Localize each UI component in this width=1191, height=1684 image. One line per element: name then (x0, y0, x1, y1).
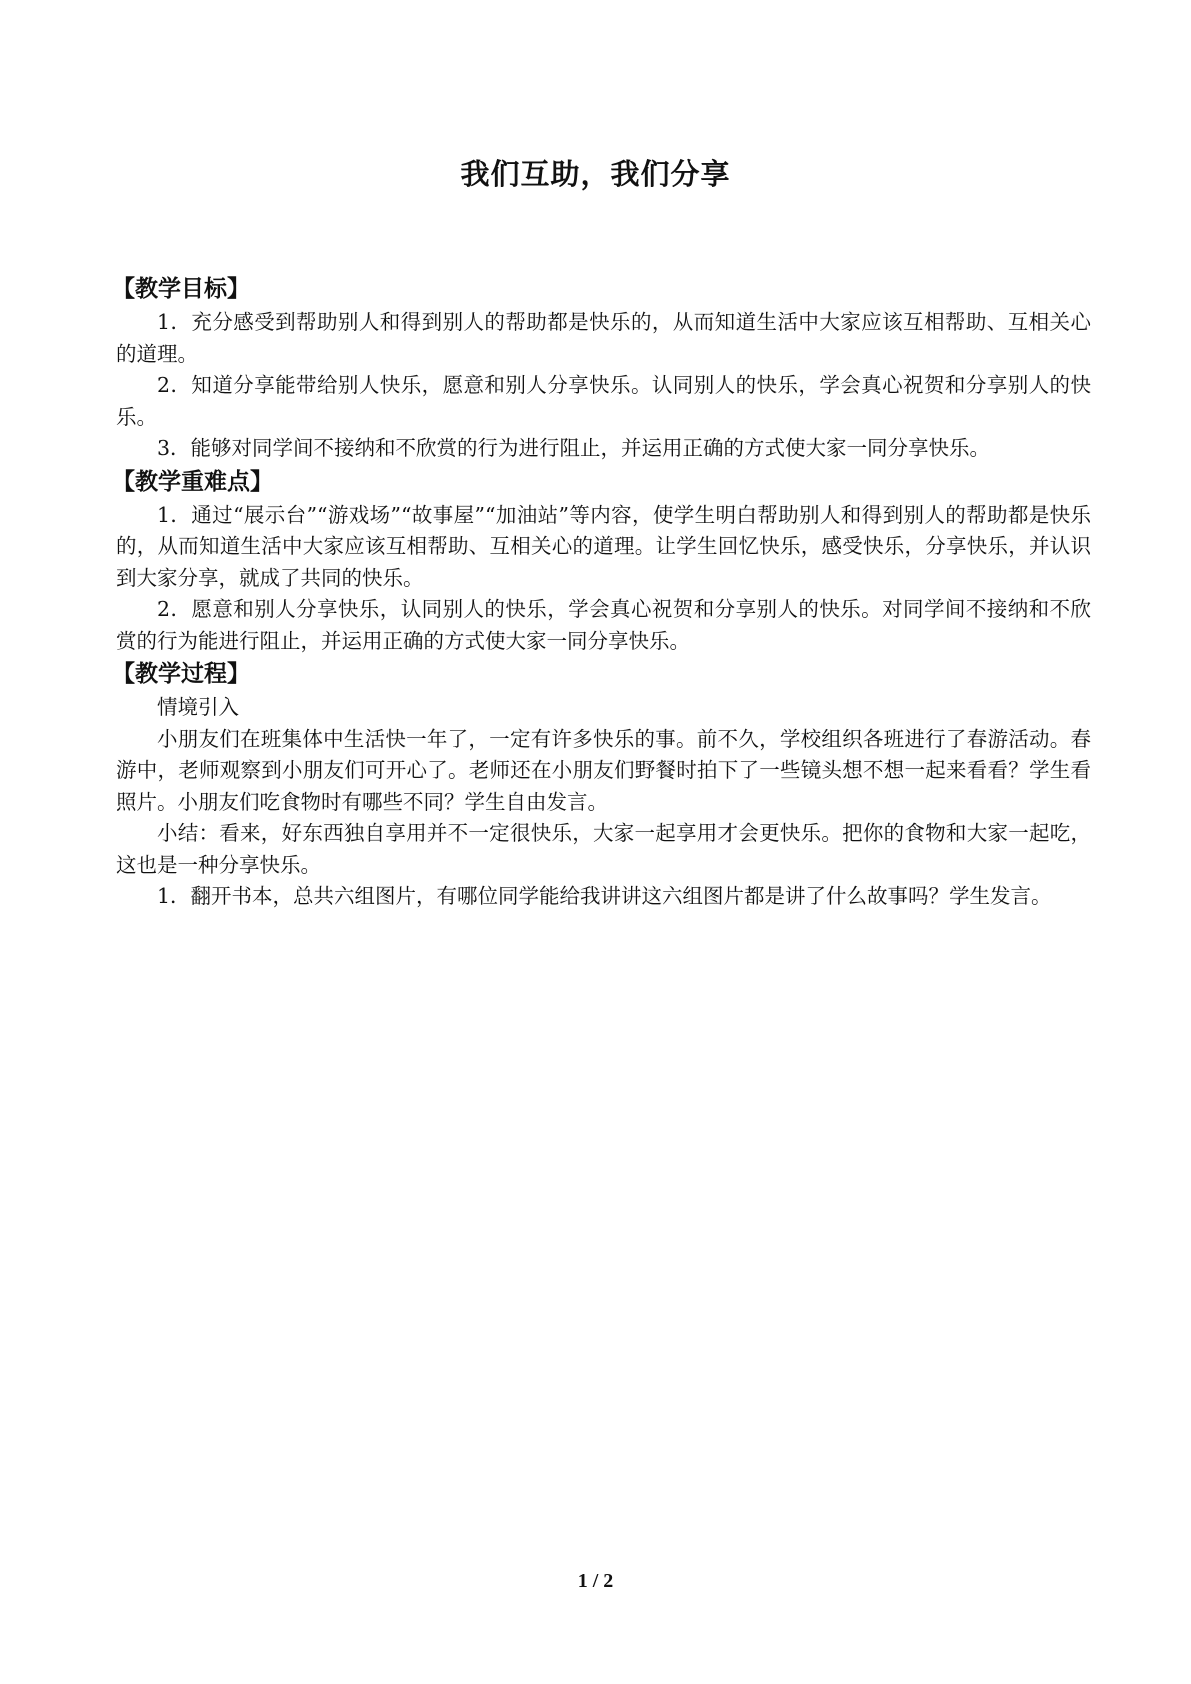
process-sub-label: 情境引入 (157, 695, 239, 719)
process-paragraph-2: 小结：看来，好东西独自享用并不一定很快乐，大家一起享用才会更快乐。把你的食物和大家一起吃，这也是一种分享快乐。 (116, 821, 1091, 877)
objective-paragraph-1: 1．充分感受到帮助别人和得到别人的帮助都是快乐的，从而知道生活中大家应该互相帮助、互相关心的道理。 (116, 310, 1091, 366)
section-heading: 【教学重难点】 (112, 468, 273, 495)
section-heading: 【教学过程】 (112, 661, 250, 687)
page-title: 我们互助，我们分享 (460, 157, 731, 191)
page-number: 1 / 2 (577, 1570, 614, 1592)
document-body (112, 272, 1091, 913)
section-teaching-process (112, 657, 1091, 913)
objective-paragraph-2: 2．知道分享能带给别人快乐，愿意和别人分享快乐。认同别人的快乐，学会真心祝贺和分享别人的快乐。 (116, 373, 1091, 429)
objective-paragraph-3: 3．能够对同学间不接纳和不欣赏的行为进行阻止，并运用正确的方式使大家一同分享快乐。 (157, 436, 991, 460)
section-teaching-objectives (112, 272, 1091, 465)
process-paragraph-3: 1．翻开书本，总共六组图片，有哪位同学能给我讲讲这六组图片都是讲了什么故事吗？学生发言。 (157, 884, 1052, 908)
difficulty-paragraph-1: 1．通过“展示台”“游戏场”“故事屋”“加油站”等内容，使学生明白帮助别人和得到别人的帮助都是快乐的，从而知道生活中大家应该互相帮助、互相关心的道理。让学生回忆快乐，感受快乐，分享快乐，并认识到大家分享，就成了共同的快乐。 (116, 502, 1091, 590)
section-heading: 【教学目标】 (112, 276, 250, 302)
difficulty-paragraph-2: 2．愿意和别人分享快乐，认同别人的快乐，学会真心祝贺和分享别人的快乐。对同学间不接纳和不欣赏的行为能进行阻止，并运用正确的方式使大家一同分享快乐。 (116, 597, 1091, 653)
section-key-difficulties (112, 465, 1091, 658)
process-paragraph-1: 小朋友们在班集体中生活快一年了，一定有许多快乐的事。前不久，学校组织各班进行了春游活动。春游中，老师观察到小朋友们可开心了。老师还在小朋友们野餐时拍下了一些镜头想不想一起来看看？学生看照片。小朋友们吃食物时有哪些不同？学生自由发言。 (116, 726, 1091, 814)
